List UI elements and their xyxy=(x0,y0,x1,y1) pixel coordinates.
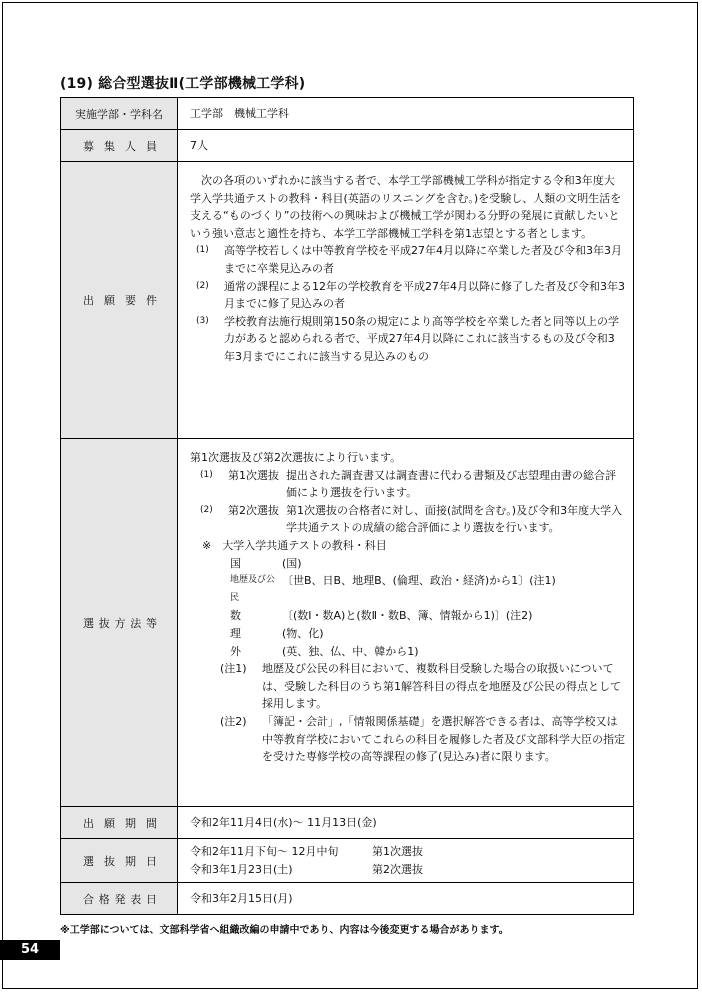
label-capacity-text xyxy=(83,138,157,154)
label-char: 員 xyxy=(146,139,157,153)
label-application-period-text xyxy=(83,815,157,831)
label-char: 期 xyxy=(125,816,136,830)
subject-row xyxy=(190,643,625,661)
label-char: 出 xyxy=(83,816,94,830)
label-char: 願 xyxy=(104,816,115,830)
row-selection xyxy=(61,439,634,807)
value-application-period: 令和2年11月4日(水)～ 11月13日(金) xyxy=(178,807,634,839)
selection-note xyxy=(190,713,625,766)
label-char: 期 xyxy=(125,854,136,868)
label-requirements xyxy=(61,162,178,439)
label-char: 人 xyxy=(125,139,136,153)
subjects-heading: ※ 大学入学共通テストの教科・科目 xyxy=(202,538,387,552)
label-char: 出 xyxy=(83,294,94,307)
stage-number: (1) xyxy=(200,469,213,480)
label-application-period xyxy=(61,807,178,839)
subject-key: 国 xyxy=(230,556,241,570)
label-char: 募 xyxy=(83,139,94,153)
selection-note xyxy=(190,660,625,713)
requirements-intro: 次の各項のいずれかに該当する者で、本学工学部機械工学科が指定する令和3年度大学入学共通テストの教科・科目(英語のリスニングを含む。)を受験し、人類の文明生活を支える“ものづくり”の技術への興味および機械工学が関わる分野の発展に貢献したいという強い意志と適性を持ち、本学工学部機械工学科を第1志望とする者とします。 xyxy=(190,174,622,240)
requirement-item xyxy=(190,278,625,313)
label-faculty: 実施学部・学科名 xyxy=(61,98,178,130)
row-capacity xyxy=(61,130,634,162)
row-selection-dates xyxy=(61,839,634,883)
subject-value: (物、化) xyxy=(282,626,324,640)
note-text: 「簿記・会計」,「情報関係基礎」を選択解答できる者は、高等学校又は中等教育学校においてこれらの科目を履修した者及び文部科学大臣の指定を受けた専修学校の高等課程の修了(見込み)者に限ります。 xyxy=(262,714,625,764)
label-char: 件 xyxy=(146,294,157,307)
value-capacity: 7人 xyxy=(178,130,634,162)
row-faculty xyxy=(61,98,634,130)
selection-date-stage: 第1次選抜 xyxy=(372,844,423,858)
label-char: 願 xyxy=(104,294,115,307)
subject-value: 〔世B、日B、地理B、(倫理、政治・経済)から1〕(注1) xyxy=(282,574,556,588)
label-char: 日 xyxy=(146,854,157,868)
requirement-item xyxy=(190,242,625,277)
subject-key: 地歴及び公民 xyxy=(230,575,276,603)
requirement-item xyxy=(190,313,625,366)
label-char: 方 xyxy=(114,616,126,630)
selection-date: 令和3年1月23日(土) xyxy=(190,862,293,876)
label-char: 格 xyxy=(98,892,110,906)
value-selection xyxy=(178,439,634,807)
label-char: 法 xyxy=(130,616,142,630)
requirement-number: (1) xyxy=(196,245,209,256)
label-selection xyxy=(61,439,178,807)
note-key: (注2) xyxy=(220,714,247,728)
label-selection-dates xyxy=(61,839,178,883)
label-char: 合 xyxy=(83,892,94,906)
subject-value: (国) xyxy=(282,556,302,570)
stage-number: (2) xyxy=(200,504,213,515)
subject-key: 数 xyxy=(230,609,241,623)
value-requirements xyxy=(178,162,634,439)
value-selection-dates xyxy=(178,839,634,883)
label-selection-dates-text xyxy=(83,853,157,869)
label-char: 発 xyxy=(114,892,126,906)
selection-stage xyxy=(190,502,625,537)
label-char: 選 xyxy=(83,854,94,868)
stage-label: 第2次選抜 xyxy=(228,503,279,517)
subject-key: 外 xyxy=(230,644,241,658)
subject-value: 〔(数Ⅰ・数A)と(数Ⅱ・数B、簿、情報から1)〕(注2) xyxy=(282,609,533,623)
value-announcement: 令和3年2月15日(月) xyxy=(178,883,634,915)
value-faculty: 工学部 機械工学科 xyxy=(178,98,634,130)
stage-text: 第1次選抜の合格者に対し、面接(試問を含む。)及び令和3年度大学入学共通テストの成績の総合評価により選抜を行います。 xyxy=(286,503,623,535)
section-title: (19) 総合型選抜Ⅱ(工学部機械工学科) xyxy=(60,76,306,92)
row-application-period xyxy=(61,807,634,839)
selection-date-line xyxy=(190,843,625,861)
label-char: 等 xyxy=(146,616,157,630)
label-char: 表 xyxy=(130,892,142,906)
label-requirements-text xyxy=(83,292,157,308)
subject-row xyxy=(190,607,625,625)
admission-table xyxy=(60,97,634,915)
subject-row xyxy=(190,625,625,643)
selection-stage xyxy=(190,467,625,502)
selection-date-stage: 第2次選抜 xyxy=(372,862,423,876)
stage-label: 第1次選抜 xyxy=(228,468,279,482)
requirement-number: (3) xyxy=(196,315,209,326)
label-char: 集 xyxy=(104,139,115,153)
label-char: 抜 xyxy=(104,854,115,868)
note-text: 地歴及び公民の科目において、複数科目受験した場合の取扱いについては、受験した科目のうち第1解答科目の得点を地歴及び公民の得点として採用します。 xyxy=(262,662,621,711)
requirement-text: 高等学校若しくは中等教育学校を平成27年4月以降に卒業した者及び令和3年3月までに卒業見込みの者 xyxy=(224,244,622,275)
label-char: 間 xyxy=(146,816,157,830)
subject-key: 理 xyxy=(230,626,241,640)
label-char: 抜 xyxy=(98,616,110,630)
label-announcement xyxy=(61,883,178,915)
subject-value: (英、独、仏、中、韓から1) xyxy=(282,644,419,658)
selection-date: 令和2年11月下旬～ 12月中旬 xyxy=(190,844,339,858)
label-announcement-text xyxy=(83,891,157,907)
label-char: 選 xyxy=(83,616,94,630)
row-announcement xyxy=(61,883,634,915)
requirement-text: 学校教育法施行規則第150条の規定により高等学校を卒業した者と同等以上の学力があると認められる者で、平成27年4月以降にこれに該当するもの及び令和3年3月までにこれに該当する見込みのもの xyxy=(224,314,619,363)
requirement-number: (2) xyxy=(196,280,209,291)
page-number: 54 xyxy=(0,940,60,960)
row-requirements xyxy=(61,162,634,439)
label-selection-text xyxy=(83,615,157,631)
stage-text: 提出された調査書又は調査書に代わる書類及び志望理由書の総合評価により選抜を行います。 xyxy=(286,468,616,500)
selection-date-line xyxy=(190,861,625,879)
label-char: 要 xyxy=(125,294,136,307)
note-key: (注1) xyxy=(220,662,247,676)
subject-row xyxy=(190,555,625,573)
footnote: ※工学部については、文部科学省へ組織改編の申請中であり、内容は今後変更する場合があります。 xyxy=(60,925,509,936)
requirement-text: 通常の課程による12年の学校教育を平成27年4月以降に修了した者及び令和3年3月までに修了見込みの者 xyxy=(224,279,625,311)
subject-row xyxy=(190,572,625,607)
label-char: 日 xyxy=(146,892,157,906)
label-capacity xyxy=(61,130,178,162)
selection-intro: 第1次選抜及び第2次選抜により行います。 xyxy=(190,451,402,464)
